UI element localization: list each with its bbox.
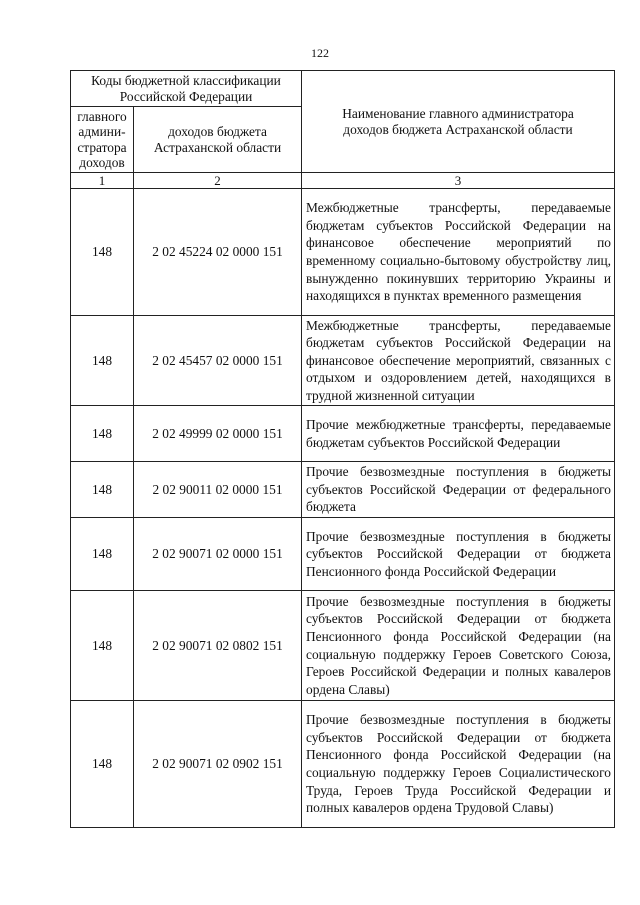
revenue-name: Прочие безвозмездные поступления в бюджеты субъектов Российской Федерации от бюджета Пенсионного фонда Российской Федерации (на социальную поддержку Героев Советского Союза, Героев Российской Федерации и полных кавалеров ордена Славы) <box>302 591 615 701</box>
column-number-1: 1 <box>71 173 134 189</box>
table-row <box>71 701 615 828</box>
revenue-name: Прочие межбюджетные трансферты, передаваемые бюджетам субъектов Российской Федерации <box>302 406 615 462</box>
revenue-name: Прочие безвозмездные поступления в бюджеты субъектов Российской Федерации от бюджета Пенсионного фонда Российской Федерации <box>302 518 615 591</box>
column-number-3: 3 <box>302 173 615 189</box>
budget-code: 2 02 90071 02 0902 151 <box>134 701 302 828</box>
table-row <box>71 316 615 406</box>
admin-code: 148 <box>71 518 134 591</box>
header-regional-revenue: доходов бюджета Астраханской области <box>134 107 302 173</box>
header-administrator-name: Наименование главного администратора доходов бюджета Астраханской области <box>302 71 615 173</box>
admin-code: 148 <box>71 462 134 518</box>
admin-code: 148 <box>71 316 134 406</box>
column-number-2: 2 <box>134 173 302 189</box>
header-main-administrator: главного админи-стратора доходов <box>71 107 134 173</box>
header-classification: Коды бюджетной классификации Российской Федерации <box>71 71 302 107</box>
admin-code: 148 <box>71 591 134 701</box>
budget-code: 2 02 90011 02 0000 151 <box>134 462 302 518</box>
budget-code: 2 02 90071 02 0802 151 <box>134 591 302 701</box>
admin-code: 148 <box>71 701 134 828</box>
table-row <box>71 189 615 316</box>
table-row <box>71 406 615 462</box>
admin-code: 148 <box>71 406 134 462</box>
revenue-name: Прочие безвозмездные поступления в бюджеты субъектов Российской Федерации от бюджета Пенсионного фонда Российской Федерации (на социальную поддержку Героев Социалистического Труда, Героев Труда Российской Федерации и полных кавалеров ордена Трудовой Славы) <box>302 701 615 828</box>
budget-codes-table <box>70 70 615 828</box>
revenue-name: Прочие безвозмездные поступления в бюджеты субъектов Российской Федерации от федерального бюджета <box>302 462 615 518</box>
table-row <box>71 518 615 591</box>
table-row <box>71 591 615 701</box>
budget-code: 2 02 45457 02 0000 151 <box>134 316 302 406</box>
table-row <box>71 462 615 518</box>
budget-code: 2 02 49999 02 0000 151 <box>134 406 302 462</box>
revenue-name: Межбюджетные трансферты, передаваемые бюджетам субъектов Российской Федерации на финансовое обеспечение мероприятий по временному социально-бытовому обустройству лиц, вынужденно покинувших территорию Украины и находящихся в пунктах временного размещения <box>302 189 615 316</box>
budget-code: 2 02 90071 02 0000 151 <box>134 518 302 591</box>
admin-code: 148 <box>71 189 134 316</box>
budget-code: 2 02 45224 02 0000 151 <box>134 189 302 316</box>
page-number: 122 <box>311 46 329 60</box>
revenue-name: Межбюджетные трансферты, передаваемые бюджетам субъектов Российской Федерации на финансовое обеспечение мероприятий, связанных с отдыхом и оздоровлением детей, находящихся в трудной жизненной ситуации <box>302 316 615 406</box>
